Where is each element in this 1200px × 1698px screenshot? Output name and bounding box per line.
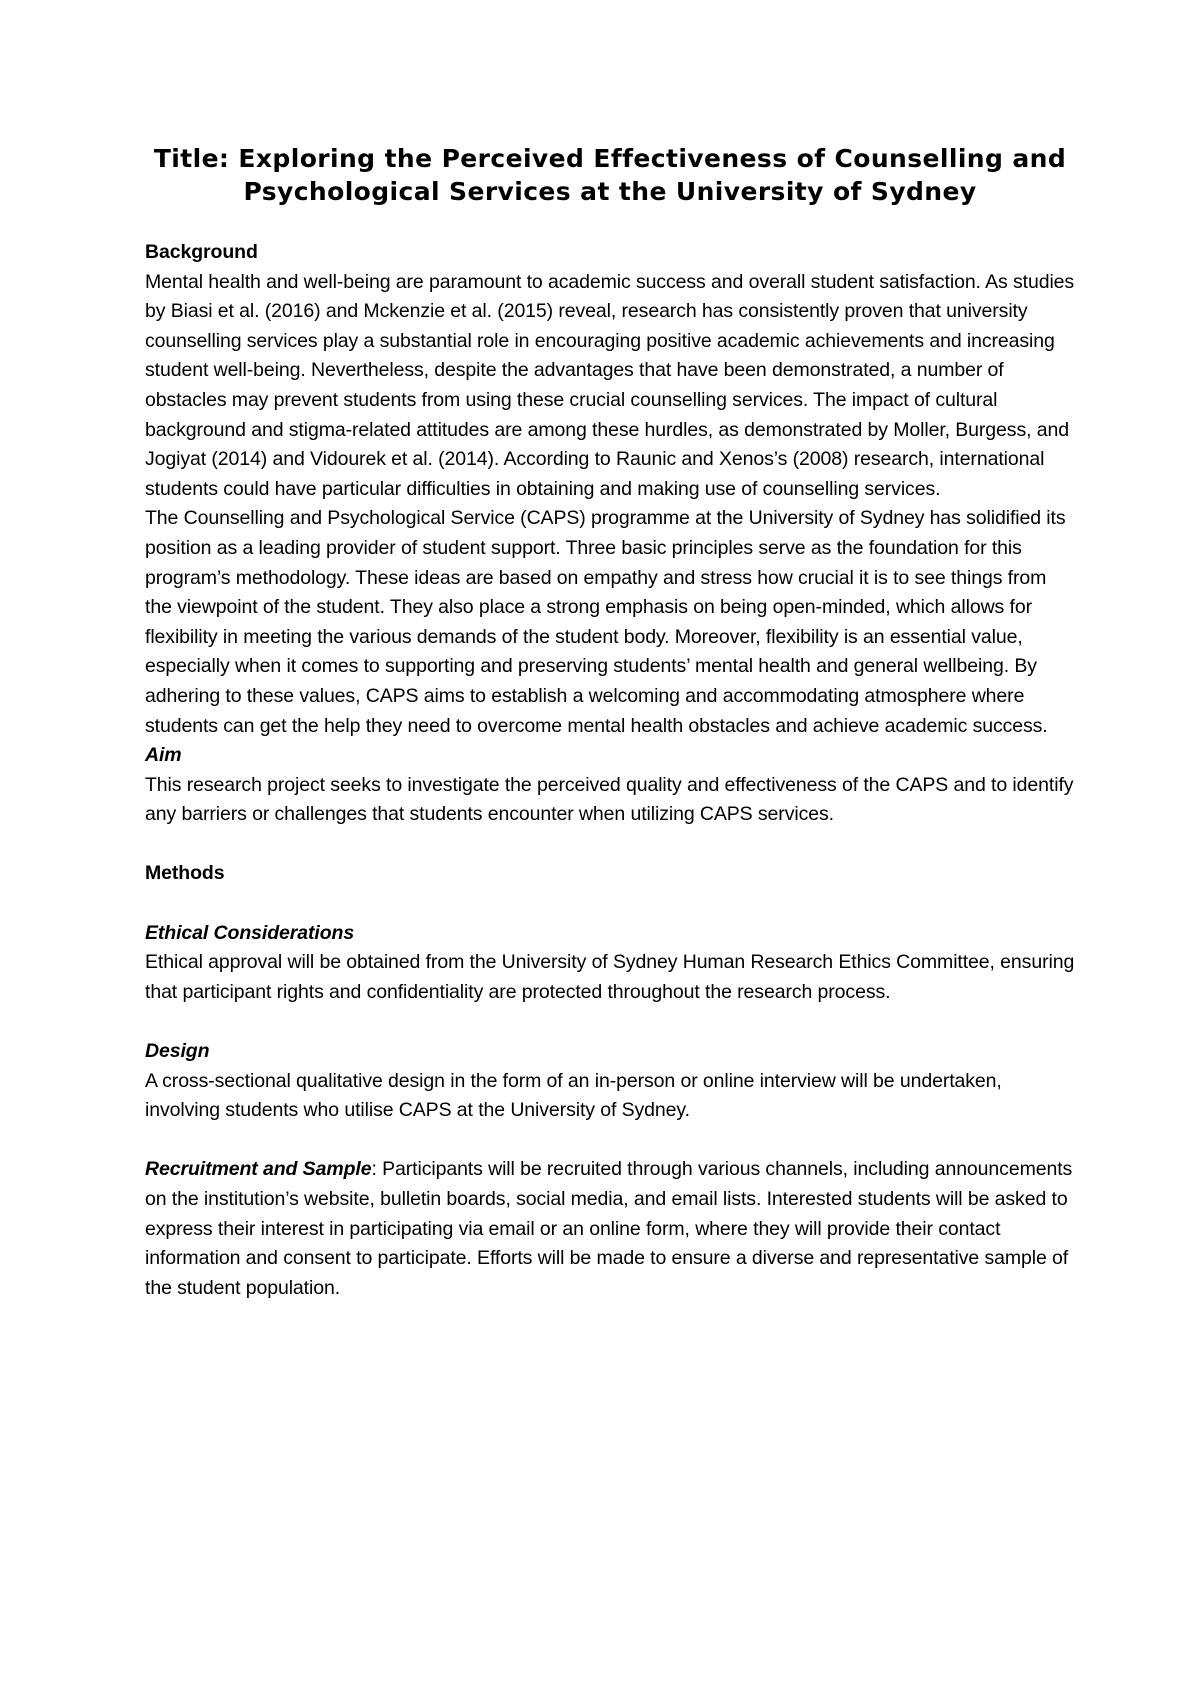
document-page [145, 142, 1075, 1303]
spacer [145, 1126, 1075, 1156]
recruitment-separator: : [371, 1158, 377, 1181]
document-body [145, 238, 1075, 1303]
document-title: Title: Exploring the Perceived Effectiveness of Counselling and Psychological Services at the University of Sydney [153, 144, 1067, 206]
ethical-considerations-heading: Ethical Considerations [145, 921, 355, 944]
design-paragraph: A cross-sectional qualitative design in the form of an in-person or online interview will be undertaken, involving students who utilise CAPS at the University of Sydney. [145, 1069, 1002, 1122]
spacer [145, 889, 1075, 919]
spacer [145, 830, 1075, 860]
design-heading: Design [145, 1040, 210, 1063]
ethical-considerations-paragraph: Ethical approval will be obtained from the University of Sydney Human Research Ethics Committee, ensuring that participant rights and confidentiality are protected throughout the research process. [145, 951, 1075, 1003]
background-paragraph-1: Mental health and well-being are paramount to academic success and overall student satisfaction. As studies by Biasi et al. (2016) and Mckenzie et al. (2015) reveal, research has consistently proven that university counselling services play a substantial role in encouraging positive academic achievements and increasing student well-being. Nevertheless, despite the advantages that have been demonstrated, a number of obstacles may prevent students from using these crucial counselling services. The impact of cultural background and stigma-related attitudes are among these hurdles, as demonstrated by Moller, Burgess, and Jogiyat (2014) and Vidourek et al. (2014). According to Raunic and Xenos’s (2008) research, international students could have particular difficulties in obtaining and making use of counselling services. [145, 270, 1075, 500]
recruitment-paragraph [145, 1155, 1075, 1303]
recruitment-text: Participants will be recruited through various channels, including announcements on the institution’s website, bulletin boards, social media, and email lists. Interested students will be asked to express their interest in participating via email or an online form, where they will provide their contact information and consent to participate. Efforts will be made to ensure a diverse and representative sample of the student population. [145, 1158, 1073, 1299]
spacer [145, 1007, 1075, 1037]
aim-heading: Aim [145, 744, 182, 767]
background-paragraph-2: The Counselling and Psychological Service (CAPS) programme at the University of Sydney has solidified its position as a leading provider of student support. Three basic principles serve as the foundation for this program’s methodology. These ideas are based on empathy and stress how crucial it is to see things from the viewpoint of the student. They also place a strong emphasis on being open-minded, which allows for flexibility in meeting the various demands of the student body. Moreover, flexibility is an essential value, especially when it comes to supporting and preserving students’ mental health and general wellbeing. By adhering to these values, CAPS aims to establish a welcoming and accommodating atmosphere where students can get the help they need to overcome mental health obstacles and achieve academic success. [145, 507, 1066, 737]
recruitment-label: Recruitment and Sample [145, 1158, 372, 1181]
background-heading: Background [145, 241, 258, 263]
aim-paragraph: This research project seeks to investigate the perceived quality and effectiveness of the CAPS and to identify any barriers or challenges that students encounter when utilizing CAPS services. [145, 773, 1074, 826]
methods-heading: Methods [145, 862, 225, 885]
